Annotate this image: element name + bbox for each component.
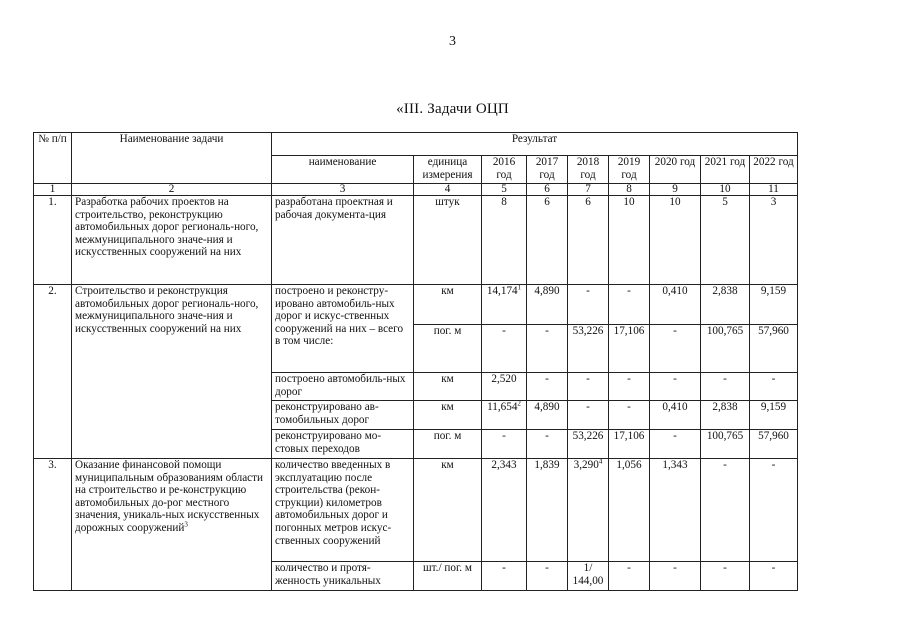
value-cell: - <box>527 373 568 401</box>
indicator-unit: шт./ пог. м <box>414 562 482 591</box>
indicator-name: количество и протя-женность уникальных <box>272 562 414 591</box>
col-index: 8 <box>609 184 650 196</box>
value-cell: 17,106 <box>609 325 650 373</box>
value-cell: - <box>568 285 609 325</box>
value-cell: - <box>568 401 609 430</box>
value-cell <box>482 285 527 325</box>
header-unit: единица измерения <box>414 156 482 184</box>
value-text: 14,174 <box>486 285 518 297</box>
value-cell: 9,159 <box>750 401 798 430</box>
tasks-table <box>33 132 798 591</box>
header-result: Результат <box>272 133 798 156</box>
row-num: 2. <box>34 285 72 459</box>
indicator-unit: км <box>414 285 482 325</box>
value-cell: 57,960 <box>750 430 798 459</box>
value-cell: - <box>609 373 650 401</box>
value-cell: - <box>482 430 527 459</box>
row-num: 1. <box>34 196 72 285</box>
indicator-name: разработана проектная и рабочая документа-ция <box>272 196 414 285</box>
value-cell: 2,343 <box>482 459 527 562</box>
value-text: 3,290 <box>573 459 599 471</box>
value-cell: - <box>750 373 798 401</box>
value-cell: 1/ 144,00 <box>568 562 609 591</box>
col-index: 10 <box>701 184 750 196</box>
indicator-name: реконструировано мо-стовых переходов <box>272 430 414 459</box>
value-cell: 53,226 <box>568 325 609 373</box>
value-cell: - <box>482 562 527 591</box>
value-cell: 10 <box>650 196 701 285</box>
value-cell: 9,159 <box>750 285 798 325</box>
value-cell: 1,343 <box>650 459 701 562</box>
value-cell: 2,838 <box>701 401 750 430</box>
header-num: № п/п <box>34 133 72 184</box>
col-index: 6 <box>527 184 568 196</box>
header-year: 2019 год <box>609 156 650 184</box>
indicator-name: построено автомобиль-ных дорог <box>272 373 414 401</box>
value-cell: - <box>650 430 701 459</box>
task-name: Строительство и реконструкция автомобильных дорог региональ-ного, межмуниципального значе-ния и искусственных сооружений на них <box>72 285 272 459</box>
footnote-mark: 2 <box>517 400 521 408</box>
header-year: 2017 год <box>527 156 568 184</box>
col-index: 1 <box>34 184 72 196</box>
value-cell: 17,106 <box>609 430 650 459</box>
column-index-row <box>34 184 798 196</box>
value-cell: 100,765 <box>701 325 750 373</box>
col-index: 5 <box>482 184 527 196</box>
value-cell: - <box>609 285 650 325</box>
value-cell: - <box>701 562 750 591</box>
header-year: 2016 год <box>482 156 527 184</box>
header-year: 2021 год <box>701 156 750 184</box>
value-cell: - <box>750 459 798 562</box>
value-cell: 5 <box>701 196 750 285</box>
value-cell: - <box>650 562 701 591</box>
value-cell: - <box>609 401 650 430</box>
table-row <box>34 196 798 285</box>
indicator-unit: км <box>414 373 482 401</box>
header-name: наименование <box>272 156 414 184</box>
value-cell: 10 <box>609 196 650 285</box>
task-name <box>72 459 272 591</box>
value-text: 11,654 <box>487 401 518 413</box>
value-cell: - <box>527 430 568 459</box>
value-cell: 0,410 <box>650 401 701 430</box>
page-number: 3 <box>449 34 456 49</box>
value-cell: - <box>750 562 798 591</box>
value-cell: 57,960 <box>750 325 798 373</box>
indicator-name: количество введенных в эксплуатацию после строительства (рекон-струкции) километров автомобильных дорог и погонных метров искус-ственных сооружений <box>272 459 414 562</box>
footnote-mark: 1 <box>517 284 522 292</box>
value-cell: 6 <box>568 196 609 285</box>
value-cell: - <box>650 373 701 401</box>
footnote-mark: 4 <box>598 458 603 466</box>
footnote-mark: 3 <box>184 520 188 529</box>
value-cell: - <box>701 459 750 562</box>
value-cell <box>482 401 527 430</box>
indicator-unit: км <box>414 459 482 562</box>
indicator-name: построено и реконстру-ировано автомобиль-ных дорог и искус-ственных сооружений на них – всего в том числе: <box>272 285 414 373</box>
col-index: 7 <box>568 184 609 196</box>
value-cell: 53,226 <box>568 430 609 459</box>
col-index: 11 <box>750 184 798 196</box>
header-year: 2022 год <box>750 156 798 184</box>
table-row <box>34 459 798 562</box>
task-name: Разработка рабочих проектов на строительство, реконструкцию автомобильных дорог региональ-ного, межмуниципального значе-ния и искусственных сооружений на них <box>72 196 272 285</box>
value-cell: 8 <box>482 196 527 285</box>
value-cell <box>568 459 609 562</box>
value-cell: - <box>482 325 527 373</box>
value-cell: 2,520 <box>482 373 527 401</box>
header-task: Наименование задачи <box>72 133 272 184</box>
indicator-unit: км <box>414 401 482 430</box>
indicator-unit: штук <box>414 196 482 285</box>
value-cell: 6 <box>527 196 568 285</box>
value-cell: - <box>701 373 750 401</box>
col-index: 4 <box>414 184 482 196</box>
task-text: Оказание финансовой помощи муниципальным образованиям области на строительство и ре-конструкцию автомобильных до-рог местного значения, уникаль-ных искусственных дорожных сооружений <box>75 459 264 534</box>
value-cell: 1,056 <box>609 459 650 562</box>
value-cell: 4,890 <box>527 285 568 325</box>
value-cell: - <box>527 325 568 373</box>
value-cell: 100,765 <box>701 430 750 459</box>
col-index: 2 <box>72 184 272 196</box>
value-cell: 1,839 <box>527 459 568 562</box>
row-num: 3. <box>34 459 72 591</box>
indicator-name: реконструировано ав-томобильных дорог <box>272 401 414 430</box>
value-cell: - <box>527 562 568 591</box>
table-row <box>34 285 798 325</box>
value-cell: 0,410 <box>650 285 701 325</box>
header-year: 2020 год <box>650 156 701 184</box>
header-year: 2018 год <box>568 156 609 184</box>
value-cell: 4,890 <box>527 401 568 430</box>
value-cell: - <box>609 562 650 591</box>
value-cell: 3 <box>750 196 798 285</box>
col-index: 3 <box>272 184 414 196</box>
value-cell: - <box>650 325 701 373</box>
section-title: «III. Задачи ОЦП <box>396 101 509 117</box>
indicator-unit: пог. м <box>414 325 482 373</box>
indicator-unit: пог. м <box>414 430 482 459</box>
value-cell: 2,838 <box>701 285 750 325</box>
col-index: 9 <box>650 184 701 196</box>
value-cell: - <box>568 373 609 401</box>
